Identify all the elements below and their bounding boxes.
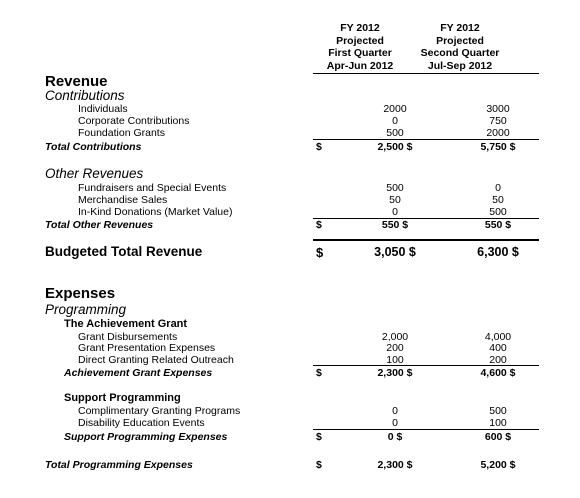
line-item-value-q2: 0: [495, 182, 501, 194]
column-header-line: First Quarter: [328, 47, 392, 59]
budgeted-total-revenue-q1: 3,050 $: [374, 245, 416, 259]
support-programming-expenses-label: Support Programming Expenses: [64, 431, 228, 443]
currency-sign: $: [316, 367, 322, 379]
line-item-value-q1: 0: [392, 206, 398, 218]
subsection-title-contributions: Contributions: [45, 88, 125, 103]
line-item-label: Grant Presentation Expenses: [78, 342, 216, 354]
line-item-value-q2: 200: [489, 354, 507, 366]
line-item-value-q1: 500: [386, 127, 404, 139]
grand-total-rule: [313, 239, 539, 241]
line-item-value-q1: 0: [392, 417, 398, 429]
achievement-grant-expenses-label: Achievement Grant Expenses: [64, 367, 213, 379]
line-item-value-q1: 200: [386, 342, 404, 354]
line-item-value-q2: 4,000: [484, 331, 512, 343]
total-programming-expenses-q2: 5,200 $: [480, 459, 516, 471]
line-item-label: Fundraisers and Special Events: [78, 182, 227, 194]
subtotal-rule: [313, 365, 539, 366]
total-other-revenues-q2: 550 $: [484, 219, 512, 231]
subsection-title-other-revenues: Other Revenues: [45, 166, 144, 181]
column-header-line: Projected: [436, 34, 484, 47]
line-item-value-q2: 50: [492, 194, 504, 206]
total-contributions-label: Total Contributions: [45, 141, 142, 153]
line-item-label: Foundation Grants: [78, 127, 165, 139]
achievement-grant-expenses-q1: 2,300 $: [377, 367, 413, 379]
total-other-revenues-q1: 550 $: [381, 219, 409, 231]
column-header-line: Jul-Sep 2012: [427, 59, 493, 72]
total-programming-expenses-label: Total Programming Expenses: [45, 459, 193, 471]
support-programming-expenses-q1: 0 $: [387, 431, 403, 443]
support-programming-expenses-q2: 600 $: [484, 431, 512, 443]
line-item-value-q1: 100: [386, 354, 404, 366]
currency-sign: $: [316, 141, 322, 153]
subsection-title-programming: Programming: [45, 302, 127, 317]
total-contributions-q1: 2,500 $: [377, 141, 413, 153]
achievement-grant-expenses-q2: 4,600 $: [480, 367, 516, 379]
line-item-label: Merchandise Sales: [78, 194, 168, 206]
section-title-expenses: Expenses: [45, 285, 116, 302]
line-item-value-q2: 750: [489, 115, 507, 127]
line-item-value-q2: 500: [489, 405, 507, 417]
line-item-value-q1: 0: [392, 405, 398, 417]
column-header-line: Apr-Jun 2012: [326, 59, 394, 72]
line-item-value-q1: 2000: [383, 103, 407, 115]
budgeted-total-revenue-label: Budgeted Total Revenue: [45, 244, 203, 259]
column-header-q2: [405, 22, 515, 72]
currency-sign: $: [316, 219, 322, 231]
line-item-label: Direct Granting Related Outreach: [78, 354, 234, 366]
line-item-value-q1: 500: [386, 182, 404, 194]
column-header-line: Projected: [336, 34, 384, 47]
line-item-value-q1: 0: [392, 115, 398, 127]
group-title-achievement-grant: The Achievement Grant: [64, 318, 188, 330]
line-item-value-q1: 2,000: [381, 331, 409, 343]
header-underline: [313, 73, 539, 74]
currency-sign: $: [316, 459, 322, 471]
group-title-support-programming: Support Programming: [64, 392, 181, 404]
total-programming-expenses-q1: 2,300 $: [377, 459, 413, 471]
line-item-value-q2: 3000: [486, 103, 510, 115]
total-other-revenues-label: Total Other Revenues: [45, 219, 154, 231]
line-item-value-q2: 100: [489, 417, 507, 429]
line-item-label: Disability Education Events: [78, 417, 205, 429]
line-item-value-q2: 500: [489, 206, 507, 218]
line-item-label: Corporate Contributions: [78, 115, 190, 127]
budgeted-total-revenue-q2: 6,300 $: [477, 245, 519, 259]
line-item-label: In-Kind Donations (Market Value): [78, 206, 233, 218]
line-item-value-q2: 2000: [486, 127, 510, 139]
subtotal-rule: [313, 139, 539, 140]
column-header-line: Second Quarter: [420, 47, 500, 59]
line-item-label: Individuals: [78, 103, 128, 115]
subtotal-rule: [313, 429, 539, 430]
line-item-label: Grant Disbursements: [78, 331, 178, 343]
line-item-value-q1: 50: [389, 194, 401, 206]
column-header-line: FY 2012: [340, 22, 380, 34]
total-contributions-q2: 5,750 $: [480, 141, 516, 153]
currency-sign: $: [316, 431, 322, 443]
column-header-line: FY 2012: [440, 22, 480, 34]
line-item-value-q2: 400: [489, 342, 507, 354]
column-header-q1: [305, 22, 415, 72]
line-item-label: Complimentary Granting Programs: [78, 405, 241, 417]
section-title-revenue: Revenue: [45, 73, 108, 90]
currency-sign: $: [316, 245, 324, 260]
